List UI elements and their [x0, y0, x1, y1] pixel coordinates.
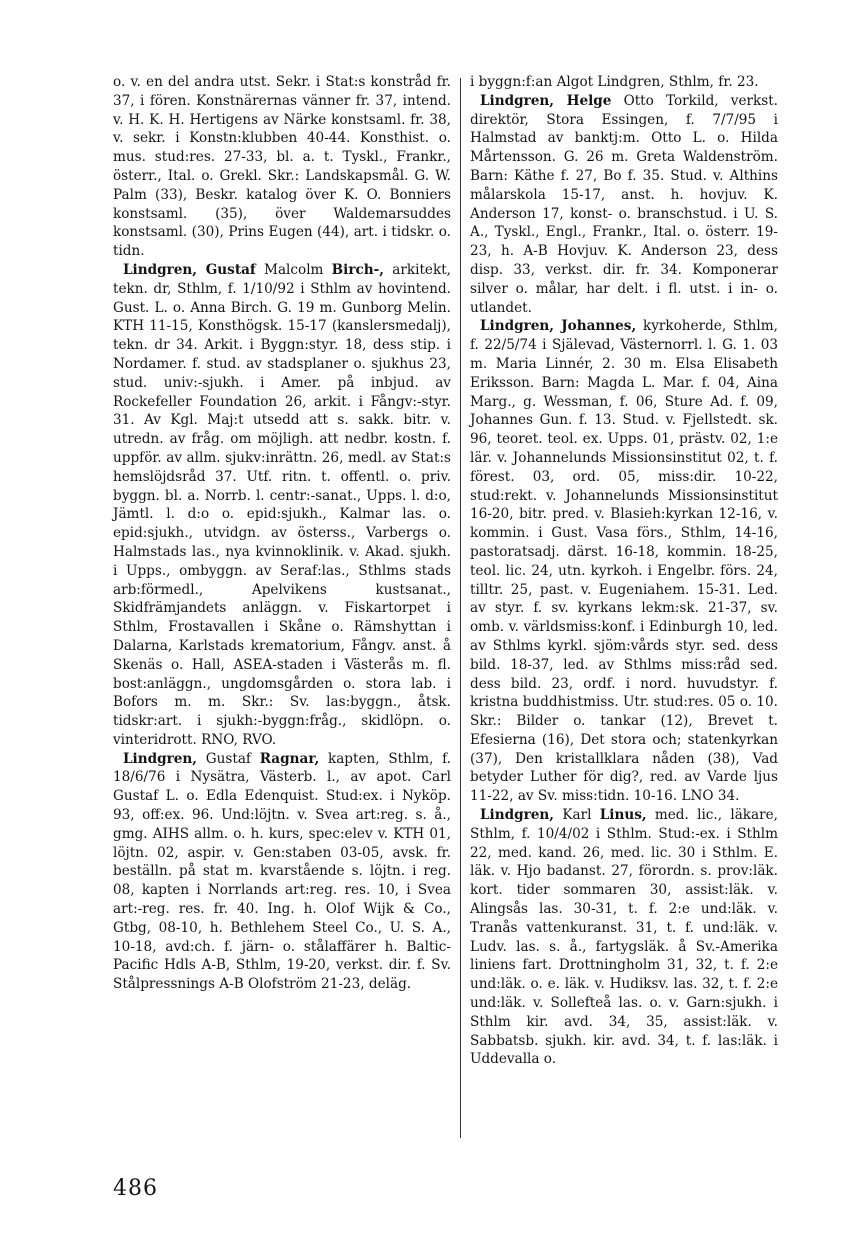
entry-text: kyrkoherde, Sthlm, f. 22/5/74 i Själevad, Västernorrl. l. G. 1. 03 m. Maria Linnér, 2. 30 m. Elsa Elisabeth Eriksson. Barn: Magda L. Mar. f. 04, Aina Marg., g. Wessman, f. 06, Sture Ad. f. 09, Johannes Gun. f. 13. Stud. v. Fjellstedt. sk. 96, teoret. teol. ex. Upps. 01, prästv. 02, 1:e lär. v. Johannelunds Missionsinstitut 02, t. f. förest. 03, ord. 05, miss:dir. 10-22, stud:rekt. v. Johannelunds Missionsinstitut 16-20, bitr. pred. v. Blasieh:kyrkan 12-16, v. kommin. i Gust. Vasa förs., Sthlm, 14-16, pastoratsadj. därst. 16-18, kommin. 18-25, teol. lic. 24, utn. kyrkoh. i Engelbr. förs. 24, tilltr. 25, past. v. Eugeniahem. 15-31. Led. av styr. f. sv. kyrkans lekm:sk. 21-37, sv. omb. v. världsmiss:konf. i Edinburgh 10, led. av Sthlms kyrkl. sjöm:vårds styr. sed. dess bild. 18-37, led. av Sthlms miss:råd sed. dess bild. 23, ordf. i nord. huvudstyr. f. kristna buddhistmiss. Utr. stud:res. 05 o. 10. Skr.: Bilder o. tankar (12), Brevet t. Efesierna (16), Det stora och; statenkyrkan (37), Den kristallklara nåden (38), Vad betyder Luther för dig?, red. av Varde ljus 11-22, av Sv. miss:tidn. 10-16. LNO 34. — [470, 318, 778, 805]
biography-entry — [113, 750, 451, 994]
entry-name-part: Karl — [554, 807, 600, 824]
entry-headword: Lindgren, Gustaf — [123, 261, 256, 278]
biography-entry — [470, 806, 778, 1069]
biography-entry — [470, 317, 778, 806]
column-divider — [460, 78, 461, 1138]
entry-headword: Lindgren, — [480, 807, 555, 824]
biography-entry — [113, 261, 451, 750]
entry-headword: Linus, — [599, 807, 647, 824]
left-text-column — [113, 73, 451, 994]
entry-name-part: Gustaf — [197, 750, 260, 767]
entry-headword: Lindgren, Johannes, — [480, 318, 637, 335]
entry-headword: Lindgren, — [123, 750, 198, 767]
right-text-column — [470, 73, 778, 1069]
entry-text: o. v. en del andra utst. Sekr. i Stat:s konstråd fr. 37, i fören. Konstnärernas vänner fr. 37, intend. v. H. K. H. Hertigens av Närke konstsaml. fr. 38, v. sekr. i Konstn:klubben 40-44. Konsthist. o. mus. stud:res. 27-33, bl. a. t. Tyskl., Frankr., österr., Ital. o. Grekl. Skr.: Landskapsmål. G. W. Palm (33), Beskr. katalog över K. O. Bonniers konstsaml. (35), över Waldemarsuddes konstsaml. (30), Prins Eugen (44), art. i tidskr. o. tidn. — [113, 74, 451, 260]
entry-headword: Lindgren, Helge — [480, 92, 612, 109]
entry-headword: Birch-, — [331, 261, 385, 278]
entry-text: i byggn:f:an Algot Lindgren, Sthlm, fr. 23. — [470, 74, 759, 90]
entry-continuation — [113, 73, 451, 261]
page-number: 486 — [113, 1176, 158, 1201]
biography-entry — [470, 92, 778, 318]
entry-headword: Ragnar, — [259, 750, 320, 767]
entry-text: med. lic., läkare, Sthlm, f. 10/4/02 i Sthlm. Stud:-ex. i Sthlm 22, med. kand. 26, med. lic. 30 i Sthlm. E. läk. v. Hjo badanst. 27, förordn. s. prov:läk. kort. tider sommaren 30, assist:läk. v. Alingsås las. 30-31, t. f. 2:e und:läk. v. Tranås vattenkuranst. 31, t. f. und:läk. v. Ludv. las. s. å., fartygsläk. å Sv.-Amerika liniens fart. Drottningholm 31, 32, t. f. 2:e und:läk. o. e. läk. v. Hudiksv. las. 32, t. f. 2:e und:läk. v. Sollefteå las. o. v. Garn:sjukh. i Sthlm kir. avd. 34, 35, assist:läk. v. Sabbatsb. sjukh. kir. avd. 34, t. f. las:läk. i Uddevalla o. — [470, 807, 779, 1068]
entry-text: kapten, Sthlm, f. 18/6/76 i Nysätra, Västerb. l., av apot. Carl Gustaf L. o. Edla Edenquist. Stud:ex. i Nyköp. 93, off:ex. 96. Und:löjtn. v. Svea art:reg. s. å., gmg. AIHS allm. o. h. kurs, spec:elev v. KTH 01, löjtn. 02, aspir. v. Gen:staben 03-05, avsk. fr. beställn. på stat m. kvarstående s. löjtn. i reg. 08, kapten i Norrlands art:reg. res. 10, i Svea art:-reg. res. fr. 40. Ing. h. Olof Wijk & Co., Gtbg, 08-10, h. Bethlehem Steel Co., U. S. A., 10-18, avd:ch. f. järn- o. stålaffärer h. Baltic-Pacific Hdls A-B, Sthlm, 19-20, verkst. dir. f. Sv. Stålpressnings A-B Olofström 21-23, deläg. — [113, 750, 451, 993]
entry-text: arkitekt, tekn. dr, Sthlm, f. 1/10/92 i Sthlm av hovintend. Gust. L. o. Anna Birch. G. 19 m. Gunborg Melin. KTH 11-15, Konsthögsk. 15-17 (kanslersmedalj), tekn. dr 34. Arkit. i Byggn:styr. 18, dess stip. i Nordamer. f. stud. av stadsplaner o. sjukhus 23, stud. univ:-sjukh. i Amer. på inbjud. av Rockefeller Foundation 26, arkit. i Fångv:-styr. 31. Av Kgl. Maj:t utsedd att s. sakk. bitr. v. utredn. av fråg. om möjligh. att nedbr. kostn. f. uppför. av allm. sjukv:inrättn. 26, medl. av Stat:s hemslöjdsråd 37. Utf. ritn. t. offentl. o. priv. byggn. bl. a. Norrb. l. centr:-sanat., Upps. l. d:o, Jämtl. l. d:o o. epid:sjukh., Kalmar las. o. epid:sjukh., utvidgn. av österss., Varbergs o. Halmstads las., nya kvinnoklinik. v. Akad. sjukh. i Upps., ombyggn. av Seraf:las., Sthlms stads arb:förmedl., Apelvikens kustsanat., Skidfrämjandets anläggn. v. Fiskartorpet i Sthlm, Frostavallen i Skåne o. Rämshyttan i Dalarna, Karlstads krematorium, Fångv. anst. å Skenäs o. Hall, ASEA-staden i Västerås m. fl. bost:anläggn., ungdomsgården o. stora lab. i Bofors m. m. Skr.: Sv. las:byggn., åtsk. tidskr:art. i sjukh:-byggn:fråg., skidlöpn. o. vinteridrott. RNO, RVO. — [113, 261, 451, 748]
entry-text: Otto Torkild, verkst. direktör, Stora Essingen, f. 7/7/95 i Halmstad av banktj:m. Otto L. o. Hilda Mårtensson. G. 26 m. Greta Waldenström. Barn: Käthe f. 27, Bo f. 35. Stud. v. Althins målarskola 15-17, anst. h. hovjuv. K. Anderson 17, konst- o. branschstud. i U. S. A., Tyskl., Engl., Frankr., Ital. o. österr. 19-23, h. A-B Hovjuv. K. Anderson 23, dess disp. 33, verkst. dir. fr. 34. Komponerar silver o. målar, har delt. i fl. utst. i in- o. utlandet. — [470, 92, 778, 316]
entry-name-part: Malcolm — [255, 261, 332, 278]
entry-continuation — [470, 73, 778, 92]
